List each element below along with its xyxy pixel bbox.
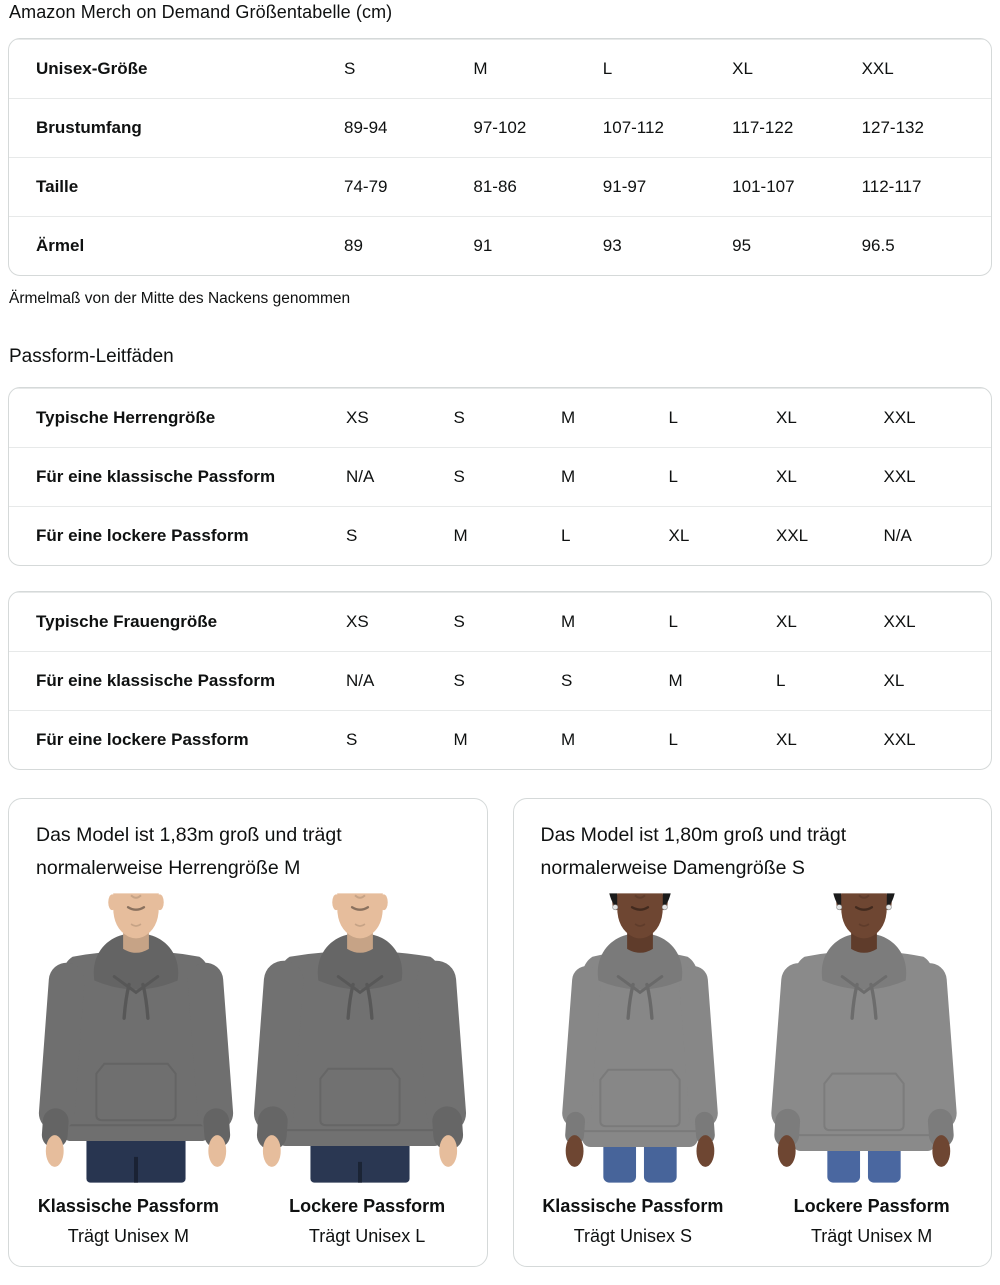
table-cell: M [669, 651, 777, 710]
row-label: Ärmel [9, 216, 344, 275]
model-card-women [513, 798, 993, 1267]
womens-fit-table [8, 591, 992, 770]
table-cell: XXL [884, 592, 992, 651]
hoodie-model-illustration [531, 893, 749, 1183]
row-label: Für eine lockere Passform [9, 710, 346, 769]
table-cell: M [473, 39, 602, 98]
table-cell: XL [776, 710, 884, 769]
model-captions [9, 1196, 487, 1247]
row-label: Für eine klassische Passform [9, 651, 346, 710]
worn-size-label: Trägt Unisex L [308, 1226, 426, 1246]
worn-size-label: Trägt Unisex M [810, 1226, 933, 1246]
row-label: Brustumfang [9, 98, 344, 157]
table-cell: N/A [346, 651, 454, 710]
table-cell: 96.5 [862, 216, 991, 275]
model-photos [514, 893, 992, 1183]
table-cell: XL [776, 592, 884, 651]
table-cell: 95 [732, 216, 861, 275]
table-cell: 97-102 [473, 98, 602, 157]
model-photo-classic-fit [27, 893, 245, 1183]
table-cell: L [561, 506, 669, 565]
table-cell: S [454, 592, 562, 651]
table-cell: XXL [862, 39, 991, 98]
table-row [9, 157, 991, 216]
table-cell: S [346, 506, 454, 565]
table-cell: XL [732, 39, 861, 98]
table-row [9, 447, 991, 506]
table-row [9, 710, 991, 769]
table-row [9, 592, 991, 651]
table-row [9, 98, 991, 157]
mens-fit-table [8, 387, 992, 566]
table-cell: 127-132 [862, 98, 991, 157]
table-cell: L [669, 447, 777, 506]
model-caption [9, 1196, 248, 1247]
row-label: Für eine klassische Passform [9, 447, 346, 506]
model-cards-row [8, 798, 992, 1267]
table-cell: M [561, 388, 669, 447]
row-label: Typische Frauengröße [9, 592, 346, 651]
hoodie-model-illustration [251, 893, 469, 1183]
table-cell: 74-79 [344, 157, 473, 216]
table-cell: XL [776, 388, 884, 447]
model-caption [248, 1196, 487, 1247]
table-cell: 89-94 [344, 98, 473, 157]
model-captions [514, 1196, 992, 1247]
table-cell: M [561, 447, 669, 506]
table-cell: L [669, 388, 777, 447]
table-cell: XXL [884, 388, 992, 447]
table-cell: N/A [884, 506, 992, 565]
table-cell: XXL [884, 710, 992, 769]
fit-type-label: Klassische Passform [542, 1196, 724, 1216]
worn-size-label: Trägt Unisex M [67, 1226, 190, 1246]
card-heading: Das Model ist 1,83m groß und trägt normalerweise Herrengröße M [36, 824, 342, 879]
table-cell: XS [346, 388, 454, 447]
table-row [9, 506, 991, 565]
table-cell: 112-117 [862, 157, 991, 216]
fit-guides-heading: Passform-Leitfäden [9, 346, 174, 367]
model-photo-loose-fit [251, 893, 469, 1183]
table-cell: 91 [473, 216, 602, 275]
model-photos [9, 893, 487, 1183]
table-cell: S [454, 447, 562, 506]
table-cell: S [454, 388, 562, 447]
table-cell: XXL [884, 447, 992, 506]
table-cell: S [346, 710, 454, 769]
table-cell: L [603, 39, 732, 98]
fit-type-label: Klassische Passform [37, 1196, 219, 1216]
table-cell: 81-86 [473, 157, 602, 216]
unisex-size-table-grid [9, 39, 991, 275]
hoodie-model-illustration [755, 893, 973, 1183]
table-cell: XL [669, 506, 777, 565]
unisex-size-table [8, 38, 992, 276]
table-cell: L [669, 710, 777, 769]
table-cell: 107-112 [603, 98, 732, 157]
model-photo-loose-fit [755, 893, 973, 1183]
table-cell: L [669, 592, 777, 651]
worn-size-label: Trägt Unisex S [573, 1226, 693, 1246]
table-cell: L [776, 651, 884, 710]
card-heading: Das Model ist 1,80m groß und trägt normalerweise Damengröße S [540, 824, 847, 879]
table-cell: 89 [344, 216, 473, 275]
sleeve-measure-note: Ärmelmaß von der Mitte des Nackens genommen [9, 290, 351, 307]
table-cell: S [454, 651, 562, 710]
table-row [9, 216, 991, 275]
table-cell: 93 [603, 216, 732, 275]
row-label: Typische Herrengröße [9, 388, 346, 447]
row-label: Für eine lockere Passform [9, 506, 346, 565]
womens-fit-table-grid [9, 592, 991, 769]
table-cell: XXL [776, 506, 884, 565]
table-cell: M [454, 710, 562, 769]
table-cell: N/A [346, 447, 454, 506]
model-photo-classic-fit [531, 893, 749, 1183]
hoodie-model-illustration [27, 893, 245, 1183]
table-cell: 101-107 [732, 157, 861, 216]
table-row [9, 388, 991, 447]
table-cell: M [561, 592, 669, 651]
table-cell: XL [776, 447, 884, 506]
table-cell: XL [884, 651, 992, 710]
model-card-men [8, 798, 488, 1267]
model-caption [514, 1196, 753, 1247]
mens-fit-table-grid [9, 388, 991, 565]
table-cell: 91-97 [603, 157, 732, 216]
table-cell: M [454, 506, 562, 565]
table-row [9, 39, 991, 98]
table-row [9, 651, 991, 710]
fit-type-label: Lockere Passform [793, 1196, 950, 1216]
table-cell: 117-122 [732, 98, 861, 157]
table-cell: M [561, 710, 669, 769]
fit-type-label: Lockere Passform [289, 1196, 446, 1216]
table-cell: S [561, 651, 669, 710]
table-cell: XS [346, 592, 454, 651]
row-label: Unisex-Größe [9, 39, 344, 98]
row-label: Taille [9, 157, 344, 216]
model-caption [752, 1196, 991, 1247]
table-cell: S [344, 39, 473, 98]
page-title: Amazon Merch on Demand Größentabelle (cm) [9, 2, 393, 22]
